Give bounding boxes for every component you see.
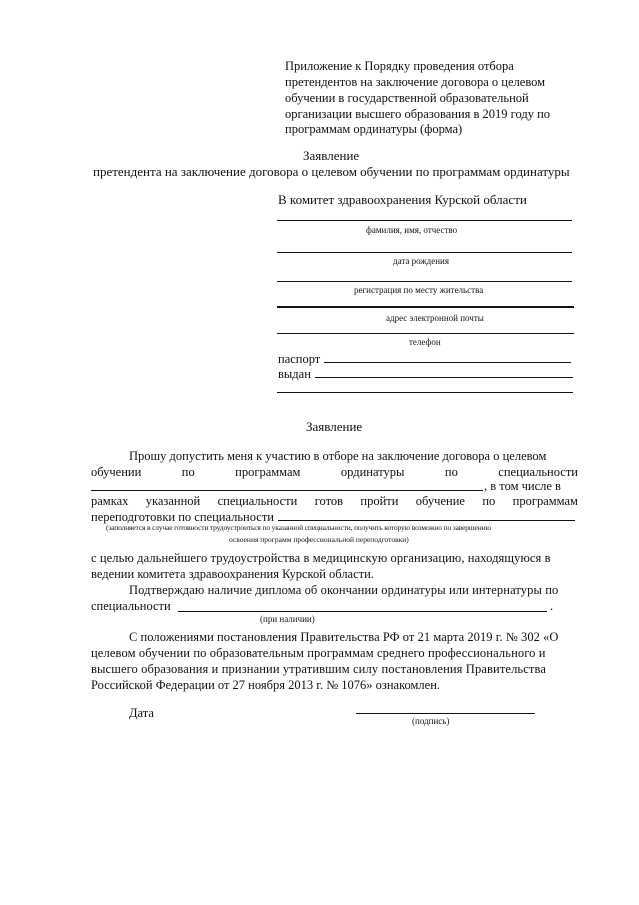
p3-caption: (при наличии) — [260, 614, 315, 624]
email-line[interactable] — [277, 306, 574, 308]
p4-line-1: С положениями постановления Правительства РФ от 21 марта 2019 г. № 302 «О — [129, 630, 559, 644]
signature-line[interactable] — [356, 713, 535, 714]
word: специальности — [217, 494, 298, 508]
page-title: Заявление — [303, 148, 360, 163]
passport-label: паспорт — [278, 352, 321, 366]
body-heading: Заявление — [306, 419, 363, 434]
word: программам — [512, 494, 578, 508]
note-line-1: (заполняется в случае готовности трудоустроиться по указанной специальности, получить которую возможно по завершению — [106, 523, 491, 532]
issued-field[interactable] — [315, 365, 573, 378]
retraining-label: переподготовки по специальности — [91, 510, 274, 524]
p4-line-2: целевом обучении по образовательным программам среднего профессионального и — [91, 646, 546, 660]
issued-row — [278, 365, 573, 382]
issued-label: выдан — [278, 367, 311, 381]
appendix-line-5: программам ординатуры (форма) — [285, 122, 463, 136]
issued-extra-line[interactable] — [277, 392, 573, 393]
phone-line[interactable] — [277, 333, 574, 334]
word: по — [181, 465, 195, 479]
p4-line-3: высшего образования и признании утратившим силу постановления Правительства — [91, 662, 547, 676]
fio-caption: фамилия, имя, отчество — [366, 225, 458, 235]
word: указанной — [145, 494, 201, 508]
registration-caption: регистрация по месту жительства — [354, 285, 484, 295]
addressee: В комитет здравоохранения Курской области — [278, 192, 527, 207]
word: ординатуры — [340, 465, 405, 479]
diploma-specialty-field[interactable] — [178, 611, 547, 612]
signature-caption: (подпись) — [412, 716, 450, 726]
word: рамках — [91, 494, 129, 508]
p1-line-1: Прошу допустить меня к участию в отборе на заключение договора о целевом — [129, 449, 547, 463]
page-subtitle: претендента на заключение договора о целевом обучении по программам ординатуры — [93, 164, 570, 179]
appendix-line-3: обучении в государственной образовательной — [285, 91, 529, 105]
word: пройти — [360, 494, 399, 508]
p1-line-4 — [91, 493, 578, 509]
word: обучение — [415, 494, 465, 508]
word: обучении — [91, 465, 142, 479]
birth-date-line[interactable] — [277, 252, 572, 253]
p3-end: . — [550, 599, 554, 613]
word: программам — [235, 465, 301, 479]
specialty-field[interactable] — [91, 490, 483, 491]
p4-line-4: Российской Федерации от 27 ноября 2013 г. № 1076» ознакомлен. — [91, 678, 441, 692]
note-line-2: освоения программ профессиональной переподготовки) — [229, 535, 409, 544]
word: по — [482, 494, 496, 508]
appendix-line-2: претендентов на заключение договора о целевом — [285, 75, 546, 89]
date-label: Дата — [129, 706, 154, 720]
appendix-line-4: организации высшего образования в 2019 году по — [285, 107, 551, 121]
fio-line[interactable] — [277, 220, 572, 221]
birth-date-caption: дата рождения — [393, 256, 449, 266]
phone-caption: телефон — [409, 337, 441, 347]
email-caption: адрес электронной почты — [386, 313, 484, 323]
word: по — [444, 465, 458, 479]
p1-line-3-tail: , в том числе в — [484, 479, 561, 493]
retraining-specialty-field[interactable] — [278, 508, 575, 521]
word: готов — [314, 494, 344, 508]
p3-label: специальности — [91, 599, 171, 613]
p2-line-2: ведении комитета здравоохранения Курской области. — [91, 567, 374, 581]
p2-line-1: с целью дальнейшего трудоустройства в медицинскую организацию, находящуюся в — [91, 551, 551, 565]
appendix-line-1: Приложение к Порядку проведения отбора — [285, 59, 514, 73]
word: специальности — [498, 465, 578, 479]
passport-field[interactable] — [324, 350, 571, 363]
registration-line[interactable] — [277, 281, 572, 282]
p3-line-1: Подтверждаю наличие диплома об окончании ординатуры или интернатуры по — [129, 583, 559, 597]
